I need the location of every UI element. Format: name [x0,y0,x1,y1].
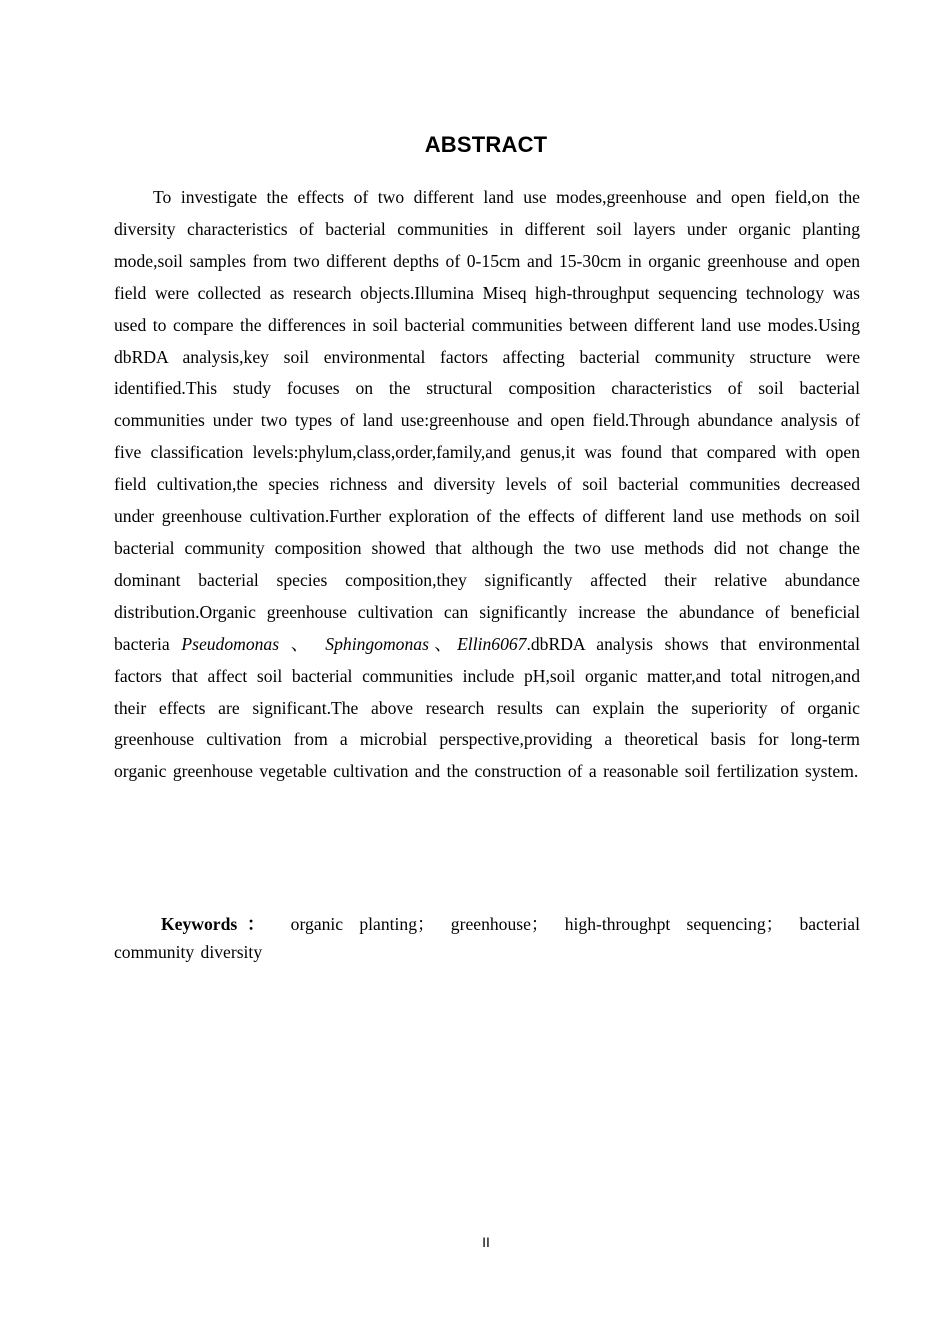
abstract-paragraph [114,182,860,788]
species-sphingomonas: Sphingomonas [325,633,429,654]
species-ellin6067: Ellin6067 [457,633,527,654]
abstract-text-part2: .dbRDA analysis shows that environmental factors that affect soil bacterial communities include pH,soil organic matter,and total nitrogen,and their effects are significant.The above research results can explain the superiority of organic greenhouse cultivation from a microbial perspective,providing a theoretical basis for long-term organic greenhouse vegetable cultivation and the construction of a reasonable soil fertilization system. [114,633,860,782]
species-separator: 、 [279,633,314,654]
keywords-line [114,910,860,966]
keywords-text: organic planting； greenhouse； high-throughpt sequencing； bacterial community diversity [114,914,860,962]
species-pseudomonas: Pseudomonas [181,633,280,654]
page-number: II [482,1234,490,1250]
abstract-text-part1: To investigate the effects of two different land use modes,greenhouse and open field,on the diversity characteristics of bacterial communities in different soil layers under organic planting mode,soil samples from two different depths of 0-15cm and 15-30cm in organic greenhouse and open field were collected as research objects.Illumina Miseq high-throughput sequencing technology was used to compare the differences in soil bacterial communities between different land use modes.Using dbRDA analysis,key soil environmental factors affecting bacterial community structure were identified.This study focuses on the structural composition characteristics of soil bacterial communities under two types of land use:greenhouse and open field.Through abundance analysis of five classification levels:phylum,class,order,family,and genus,it was found that compared with open field cultivation,the species richness and diversity levels of soil bacterial communities decreased under greenhouse cultivation.Further exploration of the effects of different land use methods on soil bacterial community composition showed that although the two use methods did not change the dominant bacterial species composition,they significantly affected their relative abundance distribution.Organic greenhouse cultivation can significantly increase the abundance of beneficial bacteria [114,187,860,654]
abstract-title: ABSTRACT [424,131,548,157]
keywords-label: Keywords： [161,914,275,934]
species-separator: 、 [428,633,458,654]
